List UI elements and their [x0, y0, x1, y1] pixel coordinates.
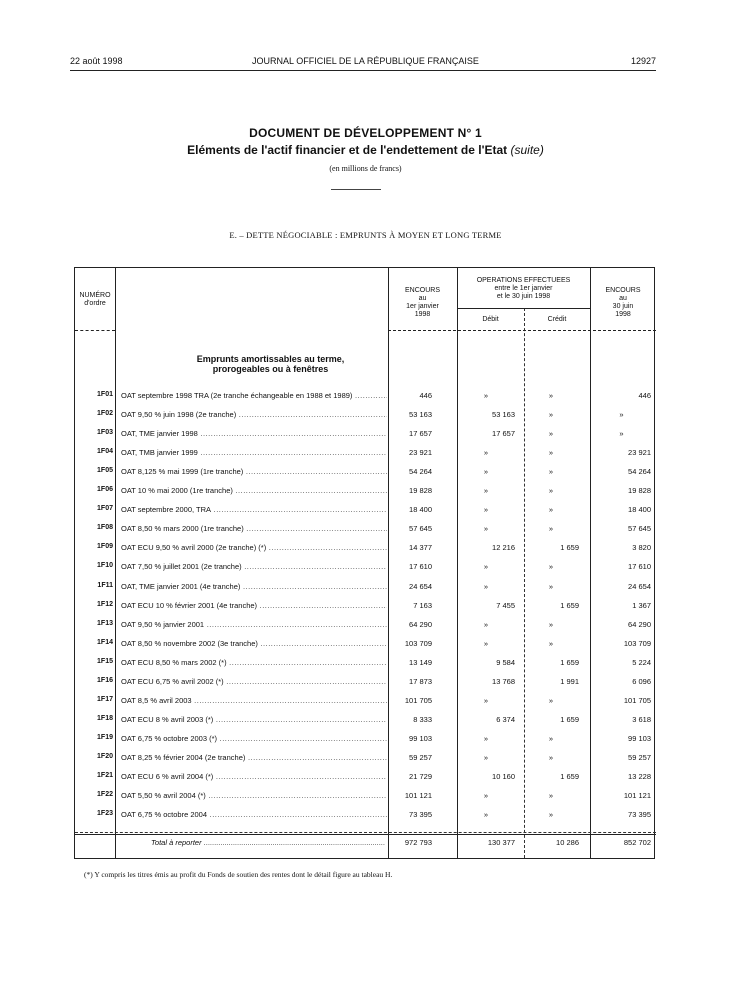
row-credit: 1 659	[560, 772, 579, 781]
row-code: 1F16	[97, 676, 113, 684]
row-credit: »	[548, 581, 554, 591]
row-code: 1F07	[97, 505, 113, 513]
row-debit: »	[483, 562, 489, 572]
document-subtitle	[0, 143, 731, 157]
row-label: OAT septembre 1998 TRA (2e tranche échangeable en 1988 et 1989) .....	[121, 391, 387, 400]
row-label: OAT ECU 9,50 % avril 2000 (2e tranche) (*) .....	[121, 543, 387, 552]
row-encours-end: 57 645	[628, 524, 651, 534]
journal-title: JOURNAL OFFICIEL DE LA RÉPUBLIQUE FRANÇAISE	[252, 56, 479, 66]
row-code: 1F03	[97, 429, 113, 437]
row-debit: »	[483, 486, 489, 496]
table-row	[75, 520, 656, 536]
row-debit: »	[483, 752, 489, 762]
row-encours-end: 64 290	[628, 619, 651, 629]
row-credit: »	[548, 486, 554, 496]
table-row	[75, 406, 656, 422]
table-subheading	[115, 354, 426, 374]
row-label: OAT 6,75 % octobre 2003 (*) .....	[121, 734, 387, 743]
row-encours-end: 1 367	[632, 600, 651, 610]
row-code: 1F02	[97, 410, 113, 418]
row-encours-end: 13 228	[628, 772, 651, 781]
row-encours-end: 59 257	[628, 752, 651, 762]
row-encours-start: 73 395	[409, 810, 432, 820]
row-code: 1F23	[97, 810, 113, 818]
row-encours-start: 8 333	[413, 714, 432, 724]
row-encours-end: 101 705	[623, 695, 651, 705]
row-label: OAT ECU 10 % février 2001 (4e tranche) .....	[121, 601, 387, 610]
row-debit: »	[483, 695, 489, 705]
row-encours-end: 17 610	[628, 562, 651, 572]
row-credit: »	[548, 695, 554, 705]
table-row	[75, 711, 656, 727]
row-label: OAT 8,50 % mars 2000 (1re tranche) .....	[121, 524, 387, 533]
table-row	[75, 635, 656, 651]
row-debit: »	[483, 619, 489, 629]
row-encours-end: 5 224	[632, 657, 651, 667]
table-row	[75, 501, 656, 517]
table-row	[75, 387, 656, 403]
header-bottom-rule-left	[75, 330, 115, 331]
total-credit: 10 286	[556, 838, 579, 847]
row-encours-end: »	[619, 410, 624, 420]
row-encours-start: 101 121	[404, 791, 432, 801]
row-debit: 10 160	[492, 772, 515, 781]
table-row	[75, 730, 656, 746]
total-encours-end: 852 702	[623, 838, 651, 847]
row-encours-start: 14 377	[409, 543, 432, 553]
row-encours-end: 24 654	[628, 581, 651, 591]
row-label: OAT 9,50 % juin 1998 (2e tranche) .....	[121, 410, 387, 419]
table-row	[75, 558, 656, 574]
row-encours-end: 99 103	[628, 733, 651, 743]
row-label: OAT ECU 6 % avril 2004 (*) .....	[121, 772, 387, 781]
row-code: 1F19	[97, 733, 113, 741]
header-numero-2: d'ordre	[84, 300, 106, 307]
row-code: 1F20	[97, 752, 113, 760]
row-encours-start: 446	[419, 391, 432, 400]
row-code: 1F14	[97, 638, 113, 646]
header-numero	[75, 292, 115, 308]
table-row	[75, 463, 656, 479]
row-encours-start: 99 103	[409, 733, 432, 743]
header-operations	[457, 277, 590, 301]
total-row	[75, 835, 656, 851]
row-debit: »	[483, 505, 489, 515]
table-row	[75, 444, 656, 460]
table-row	[75, 692, 656, 708]
row-code: 1F04	[97, 448, 113, 456]
row-encours-start: 17 873	[409, 676, 432, 686]
row-debit: »	[483, 810, 489, 820]
row-code: 1F17	[97, 695, 113, 703]
row-encours-start: 24 654	[409, 581, 432, 591]
row-label: OAT 5,50 % avril 2004 (*) .....	[121, 791, 387, 800]
row-code: 1F10	[97, 562, 113, 570]
row-encours-start: 103 709	[404, 638, 432, 648]
row-code: 1F09	[97, 543, 113, 551]
row-encours-end: 6 096	[632, 676, 651, 686]
header-encours-start-1: ENCOURS	[404, 287, 440, 294]
row-encours-start: 17 657	[409, 429, 432, 439]
row-code: 1F08	[97, 524, 113, 532]
header-rule	[70, 70, 656, 71]
row-credit: »	[548, 562, 554, 572]
row-label: OAT 7,50 % juillet 2001 (2e tranche) .....	[121, 562, 387, 571]
row-encours-end: 103 709	[623, 638, 651, 648]
row-debit: 6 374	[496, 714, 515, 724]
header-encours-start-2: au	[418, 295, 427, 302]
row-encours-end: »	[619, 429, 624, 439]
table-subheading-2: prorogeables ou à fenêtres	[212, 364, 329, 374]
row-encours-end: 23 921	[628, 448, 651, 458]
footnote: (*) Y compris les titres émis au profit du Fonds de soutien des rentes dont le détail figure au tableau H.	[84, 870, 393, 879]
row-encours-start: 101 705	[404, 695, 432, 705]
total-rule-dashed	[75, 832, 656, 833]
header-encours-start	[388, 287, 457, 319]
row-credit: »	[548, 429, 554, 439]
row-debit: »	[483, 791, 489, 801]
row-credit: »	[548, 810, 554, 820]
row-credit: »	[548, 524, 554, 534]
row-code: 1F01	[97, 391, 113, 398]
row-encours-end: 19 828	[628, 486, 651, 496]
row-label: OAT 6,75 % octobre 2004 .....	[121, 810, 387, 819]
header-operations-2: entre le 1er janvier	[494, 285, 553, 292]
row-code: 1F21	[97, 772, 113, 779]
row-code: 1F11	[97, 581, 113, 589]
row-encours-start: 57 645	[409, 524, 432, 534]
row-encours-end: 73 395	[628, 810, 651, 820]
row-label: OAT 9,50 % janvier 2001 .....	[121, 620, 387, 629]
debt-table	[74, 267, 655, 859]
row-encours-start: 23 921	[409, 448, 432, 458]
header-numero-1: NUMÉRO	[79, 292, 111, 299]
row-debit: 13 768	[492, 676, 515, 686]
row-code: 1F18	[97, 714, 113, 722]
row-debit: »	[483, 391, 489, 400]
header-operations-1: OPERATIONS EFFECTUEES	[476, 277, 571, 284]
row-encours-start: 54 264	[409, 467, 432, 477]
header-encours-start-3: 1er janvier	[406, 303, 439, 310]
table-row	[75, 673, 656, 689]
row-label: OAT 8,50 % novembre 2002 (3e tranche) .....	[121, 639, 387, 648]
table-row	[75, 578, 656, 594]
row-debit: »	[483, 467, 489, 477]
row-code: 1F22	[97, 791, 113, 799]
table-row	[75, 482, 656, 498]
row-debit: 7 455	[496, 600, 515, 610]
row-credit: 1 659	[560, 657, 579, 667]
document-title: DOCUMENT DE DÉVELOPPEMENT N° 1	[249, 126, 482, 140]
row-label: OAT ECU 6,75 % avril 2002 (*) .....	[121, 677, 387, 686]
title-separator	[331, 189, 381, 190]
row-credit: »	[548, 733, 554, 743]
row-label: OAT septembre 2000, TRA .....	[121, 505, 387, 514]
row-label: OAT 8,5 % avril 2003 .....	[121, 696, 387, 705]
row-label: OAT ECU 8 % avril 2003 (*) .....	[121, 715, 387, 724]
header-encours-end-1: ENCOURS	[605, 287, 641, 294]
row-credit: »	[548, 448, 554, 458]
row-encours-end: 18 400	[628, 505, 651, 515]
row-debit: »	[483, 733, 489, 743]
table-row	[75, 539, 656, 555]
row-debit: 53 163	[492, 410, 515, 420]
header-encours-end-2: au	[619, 295, 627, 302]
header-encours-end-3: 30 juin	[612, 303, 634, 310]
table-row	[75, 616, 656, 632]
row-credit: »	[548, 467, 554, 477]
document-subtitle-suffix: (suite)	[510, 143, 544, 157]
row-encours-start: 19 828	[409, 486, 432, 496]
row-credit: »	[548, 791, 554, 801]
row-encours-start: 59 257	[409, 752, 432, 762]
row-credit: »	[548, 410, 554, 420]
row-encours-end: 3 820	[632, 543, 651, 553]
row-credit: 1 659	[560, 600, 579, 610]
row-code: 1F15	[97, 657, 113, 665]
row-label: OAT ECU 8,50 % mars 2002 (*) .....	[121, 658, 387, 667]
row-debit: »	[483, 638, 489, 648]
table-row	[75, 597, 656, 613]
row-code: 1F06	[97, 486, 113, 494]
table-row	[75, 654, 656, 670]
row-encours-start: 13 149	[409, 657, 432, 667]
row-credit: »	[548, 752, 554, 762]
page-date: 22 août 1998	[70, 56, 123, 66]
row-encours-start: 17 610	[409, 562, 432, 572]
row-label: OAT, TME janvier 1998 .....	[121, 429, 387, 438]
table-row	[75, 806, 656, 822]
row-debit: »	[483, 524, 489, 534]
table-row	[75, 749, 656, 765]
row-label: OAT 10 % mai 2000 (1re tranche) .....	[121, 486, 387, 495]
row-label: OAT 8,25 % février 2004 (2e tranche) .....	[121, 753, 387, 762]
row-label: OAT, TME janvier 2001 (4e tranche) .....	[121, 582, 387, 591]
row-encours-end: 446	[638, 391, 651, 400]
row-credit: »	[548, 391, 554, 400]
row-debit: 12 216	[492, 543, 515, 553]
total-encours-start: 972 793	[404, 838, 432, 847]
table-row	[75, 425, 656, 441]
header-bottom-rule	[388, 330, 656, 331]
row-credit: »	[548, 505, 554, 515]
row-debit: »	[483, 581, 489, 591]
page-number: 12927	[630, 56, 656, 66]
row-encours-end: 3 618	[632, 714, 651, 724]
header-credit: Crédit	[547, 316, 567, 323]
row-credit: 1 659	[560, 543, 579, 553]
section-title: E. – DETTE NÉGOCIABLE : EMPRUNTS À MOYEN ET LONG TERME	[229, 230, 502, 240]
total-debit: 130 377	[487, 838, 515, 847]
row-encours-end: 54 264	[628, 467, 651, 477]
row-code: 1F12	[97, 600, 113, 608]
row-debit: 9 584	[496, 657, 515, 667]
header-encours-end-4: 1998	[615, 311, 631, 318]
row-credit: 1 659	[560, 714, 579, 724]
row-encours-start: 21 729	[409, 772, 432, 781]
table-subheading-1: Emprunts amortissables au terme,	[196, 354, 345, 364]
table-row	[75, 787, 656, 803]
header-encours-end	[590, 287, 656, 319]
row-debit: 17 657	[492, 429, 515, 439]
table-row	[75, 768, 656, 784]
header-operations-3: et le 30 juin 1998	[496, 293, 551, 300]
operations-rule	[457, 308, 590, 309]
row-encours-start: 53 163	[409, 410, 432, 420]
header-debit: Débit	[482, 316, 499, 323]
row-label: OAT 8,125 % mai 1999 (1re tranche) .....	[121, 467, 387, 476]
row-encours-start: 7 163	[413, 600, 432, 610]
row-code: 1F05	[97, 467, 113, 475]
header-encours-start-4: 1998	[414, 311, 431, 318]
row-encours-end: 101 121	[623, 791, 651, 801]
row-credit: »	[548, 638, 554, 648]
row-credit: 1 991	[560, 676, 579, 686]
row-debit: »	[483, 448, 489, 458]
unit-note: (en millions de francs)	[329, 164, 402, 173]
row-label: OAT, TMB janvier 1999 .....	[121, 448, 387, 457]
total-label: Total à reporter .....	[151, 838, 385, 847]
row-encours-start: 18 400	[409, 505, 432, 515]
document-subtitle-text: Eléments de l'actif financier et de l'endettement de l'Etat	[187, 143, 508, 157]
row-encours-start: 64 290	[409, 619, 432, 629]
row-code: 1F13	[97, 619, 113, 627]
row-credit: »	[548, 619, 554, 629]
